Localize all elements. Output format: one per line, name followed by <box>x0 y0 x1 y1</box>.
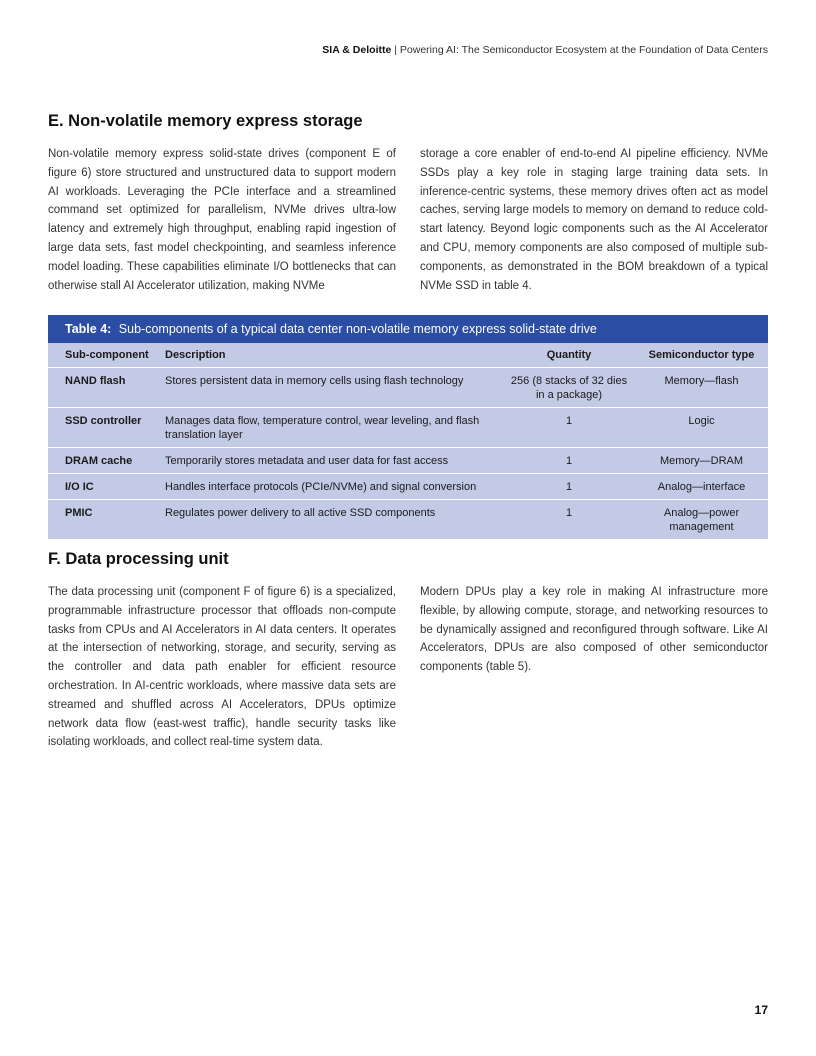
cell-quantity: 256 (8 stacks of 32 dies in a package) <box>503 367 635 407</box>
cell-subcomponent: DRAM cache <box>48 447 155 473</box>
cell-quantity: 1 <box>503 473 635 499</box>
cell-subcomponent: PMIC <box>48 499 155 539</box>
section-e-paragraph-left: Non-volatile memory express solid-state drives (component E of figure 6) store structured and unstructured data to support modern AI workloads. Leveraging the PCIe interface and a streamlined command set optimized for parallelism, NVMe drives ultra-low latency and extremely high throughput, enabling rapid ingestion of large data sets, fast model checkpointing, and seamless inference model loading. These capabilities eliminate I/O bottlenecks that can otherwise stall AI Accelerator utilization, making NVMe <box>48 148 396 292</box>
section-e-paragraph-right: storage a core enabler of end-to-end AI pipeline efficiency. NVMe SSDs play a key role in staging large training data sets. In inference-centric systems, these memory drives often act as model caches, serving large models to memory on demand to reduce cold-start latency. Beyond logic components such as the AI Accelerator and CPU, memory components are also composed of multiple sub-components, as demonstrated in the BOM breakdown of a typical NVMe SSD in table 4. <box>420 148 768 292</box>
header-title: Powering AI: The Semiconductor Ecosystem at the Foundation of Data Centers <box>399 44 768 56</box>
subcomponents-table <box>48 343 768 540</box>
table-row <box>48 447 768 473</box>
table-label: Table 4: <box>65 322 112 336</box>
cell-subcomponent: SSD controller <box>48 407 155 447</box>
cell-semiconductor-type: Analog—power management <box>635 499 768 539</box>
cell-semiconductor-type: Logic <box>635 407 768 447</box>
col-header-semiconductor-type: Semiconductor type <box>635 343 768 367</box>
cell-subcomponent: I/O IC <box>48 473 155 499</box>
table-row <box>48 407 768 447</box>
table-header-row <box>48 343 768 367</box>
cell-semiconductor-type: Memory—flash <box>635 367 768 407</box>
table-caption <box>48 315 768 343</box>
col-header-subcomponent: Sub-component <box>48 343 155 367</box>
cell-semiconductor-type: Analog—interface <box>635 473 768 499</box>
col-header-description: Description <box>155 343 503 367</box>
cell-quantity: 1 <box>503 407 635 447</box>
cell-description: Temporarily stores metadata and user data for fast access <box>155 447 503 473</box>
section-f-paragraph-left: The data processing unit (component F of figure 6) is a specialized, programmable infrastructure processor that offloads non-compute tasks from CPUs and AI Accelerators in AI data centers. It operates at the intersection of networking, storage, and security, serving as the controller and data path enabler for efficient resource orchestration. In AI-centric workloads, where massive data sets are streamed and shuffled across AI Accelerators, DPUs optimize network data flow (east-west traffic), handle security tasks like isolating workloads, and collect real-time system data. <box>48 586 396 749</box>
table-row <box>48 499 768 539</box>
cell-quantity: 1 <box>503 447 635 473</box>
table-4 <box>48 315 768 540</box>
cell-semiconductor-type: Memory—DRAM <box>635 447 768 473</box>
cell-description: Stores persistent data in memory cells using flash technology <box>155 367 503 407</box>
cell-subcomponent: NAND flash <box>48 367 155 407</box>
col-header-quantity: Quantity <box>503 343 635 367</box>
table-title: Sub-components of a typical data center non-volatile memory express solid-state drive <box>118 322 597 336</box>
table-row <box>48 367 768 407</box>
cell-quantity: 1 <box>503 499 635 539</box>
section-f-paragraph-right: Modern DPUs play a key role in making AI infrastructure more flexible, by allowing compute, storage, and networking resources to be dynamically assigned and reconfigured through software. Like AI Accelerators, DPUs are also composed of other semiconductor components (table 5). <box>420 586 768 674</box>
page-number: 17 <box>754 1003 768 1017</box>
section-f-heading: F. Data processing unit <box>48 550 229 568</box>
section-e-heading: E. Non-volatile memory express storage <box>48 112 363 130</box>
header-separator: | <box>394 44 397 56</box>
running-header <box>322 44 768 56</box>
cell-description: Manages data flow, temperature control, wear leveling, and flash translation layer <box>155 407 503 447</box>
cell-description: Handles interface protocols (PCIe/NVMe) and signal conversion <box>155 473 503 499</box>
header-org: SIA & Deloitte <box>322 44 392 56</box>
table-row <box>48 473 768 499</box>
cell-description: Regulates power delivery to all active SSD components <box>155 499 503 539</box>
